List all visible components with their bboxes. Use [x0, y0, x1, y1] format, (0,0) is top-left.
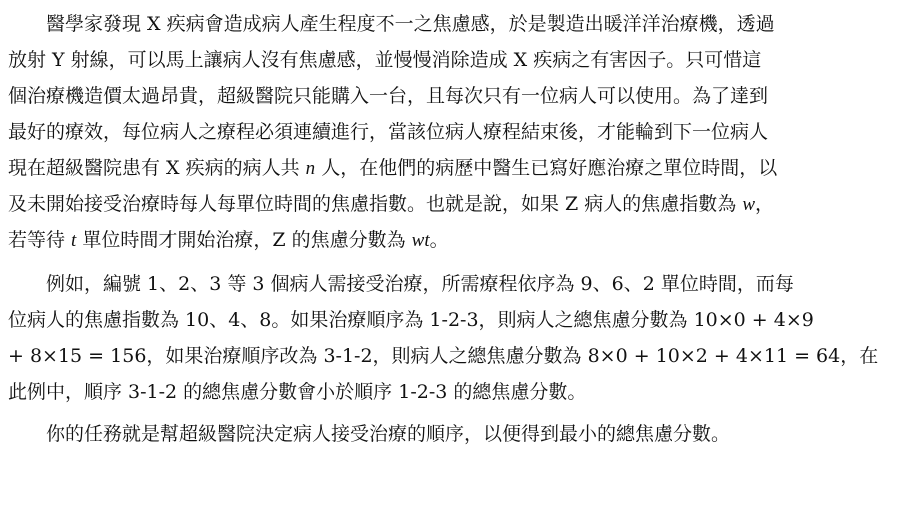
text-before-variable: 及未開始接受治療時每人每單位時間的焦慮指數。也就是說，如果 Z 病人的焦慮指數為 — [8, 193, 743, 215]
variable-w: w — [742, 194, 756, 215]
text-before-variable: 現在超級醫院患有 X 疾病的病人共 — [8, 157, 306, 179]
paragraph-1-line-4 — [8, 114, 891, 150]
paragraph-3-line-1 — [8, 416, 891, 452]
text-after-variable: 。 — [429, 229, 449, 251]
text-segment: 位病人的焦慮指數為 10、4、8。如果治療順序為 1-2-3，則病人之總焦慮分數為 10×0 + 4×9 — [8, 309, 814, 331]
paragraph-1-line-5 — [8, 150, 891, 186]
paragraph-1-line-6 — [8, 186, 891, 222]
variable-wt: wt — [411, 230, 430, 251]
paragraph-gap — [8, 258, 891, 266]
text-before-variable: 若等待 — [8, 229, 72, 251]
text-segment: 醫學家發現 X 疾病會造成病人產生程度不一之焦慮感，於是製造出暖洋洋治療機，透過 — [46, 13, 775, 35]
text-segment: 你的任務就是幫超級醫院決定病人接受治療的順序，以便得到最小的總焦慮分數。 — [46, 423, 731, 445]
text-after-variable: ， — [755, 193, 775, 215]
text-after-variable: 人，在他們的病歷中醫生已寫好應治療之單位時間，以 — [315, 157, 778, 179]
paragraph-2-line-4 — [8, 374, 891, 410]
text-segment: 個治療機造價太過昂貴，超級醫院只能購入一台，且每次只有一位病人可以使用。為了達到 — [8, 85, 769, 107]
variable-t: t — [71, 230, 77, 251]
paragraph-2-line-1 — [8, 266, 891, 302]
text-segment: 放射 Y 射線，可以馬上讓病人沒有焦慮感，並慢慢消除造成 X 疾病之有害因子。只可惜這 — [8, 49, 762, 71]
paragraph-1-line-1 — [8, 6, 891, 42]
text-segment — [8, 222, 449, 258]
paragraph-2-line-2 — [8, 302, 891, 338]
text-segment — [8, 186, 774, 222]
paragraph-1-line-2 — [8, 42, 891, 78]
text-segment: 例如，編號 1、2、3 等 3 個病人需接受治療，所需療程依序為 9、6、2 單位時間，而每 — [46, 273, 794, 295]
text-segment: + 8×15 = 156，如果治療順序改為 3-1-2，則病人之總焦慮分數為 8×0 + 10×2 + 4×11 = 64，在 — [8, 345, 879, 367]
variable-n: n — [305, 158, 316, 179]
paragraph-2-line-3 — [8, 338, 891, 374]
paragraph-1-line-3 — [8, 78, 891, 114]
paragraph-1-line-7 — [8, 222, 891, 258]
text-segment: 此例中，順序 3-1-2 的總焦慮分數會小於順序 1-2-3 的總焦慮分數。 — [8, 381, 587, 403]
text-segment — [8, 150, 777, 186]
text-segment: 最好的療效，每位病人之療程必須連續進行，當該位病人療程結束後，才能輪到下一位病人 — [8, 121, 769, 143]
text-middle: 單位時間才開始治療，Z 的焦慮分數為 — [76, 229, 412, 251]
